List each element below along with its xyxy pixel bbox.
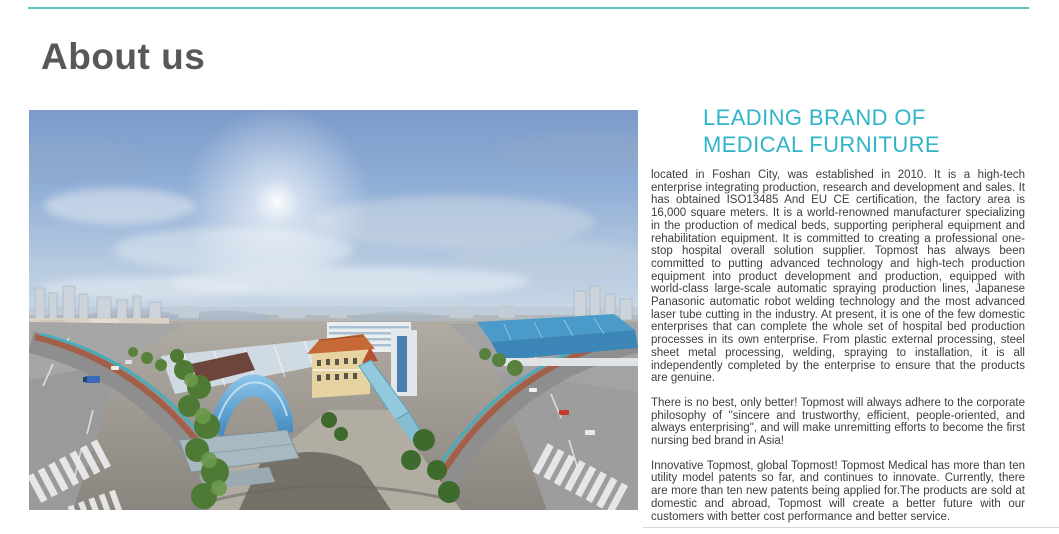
top-divider xyxy=(28,7,1029,9)
section-heading-line1: LEADING BRAND OF xyxy=(703,105,926,130)
about-paragraph-2: There is no best, only better! Topmost will always adhere to the corporate philosophy of "sincere and trustworthy, efficient, people-oriented, and always enterprising", and will make unremitting efforts to become the first nursing bed brand in Asia! xyxy=(651,396,1025,448)
sky xyxy=(29,110,638,320)
about-text-column xyxy=(651,104,1025,534)
sun-glow xyxy=(182,110,372,297)
about-paragraph-3: Innovative Topmost, global Topmost! Topmost Medical has more than ten utility model patents so far, and continues to innovate. Currently, there are more than ten new patents being applied for.The products are sold at domestic and abroad, Topmost will create a better future with our customers with better cost performance and better service. xyxy=(651,459,1025,523)
about-paragraph-1: located in Foshan City, was established in 2010. It is a high-tech enterprise integrating production, research and development and sales. It has obtained ISO13485 And EU CE certification, the factory area is 16,000 square meters. It is a world-renowned manufacturer specializing in the production of medical beds, supporting peripheral equipment and rehabilitation equipment. It is committed to creating a professional one-stop hospital overall solution supplier. Topmost has always been committed to putting advanced technology and high-tech production equipment into product development and production, equipped with world-class large-scale automatic spraying production lines, Japanese Panasonic automatic robot welding technology and the most advanced laser tube cutting in the industry. At present, it is one of the few domestic enterprises that can complete the whole set of hospital bed production processes in its own enterprise. From plastic external processing, steel sheet metal processing, welding, spraying to installation, it is all independently completed by the enterprise to ensure that the products are genuine. xyxy=(651,169,1025,385)
factory-panorama-image xyxy=(29,110,638,510)
bottom-divider xyxy=(643,527,1059,528)
section-heading-line2: MEDICAL FURNITURE xyxy=(703,132,940,157)
page-title: About us xyxy=(41,36,206,77)
section-heading xyxy=(703,104,1025,158)
